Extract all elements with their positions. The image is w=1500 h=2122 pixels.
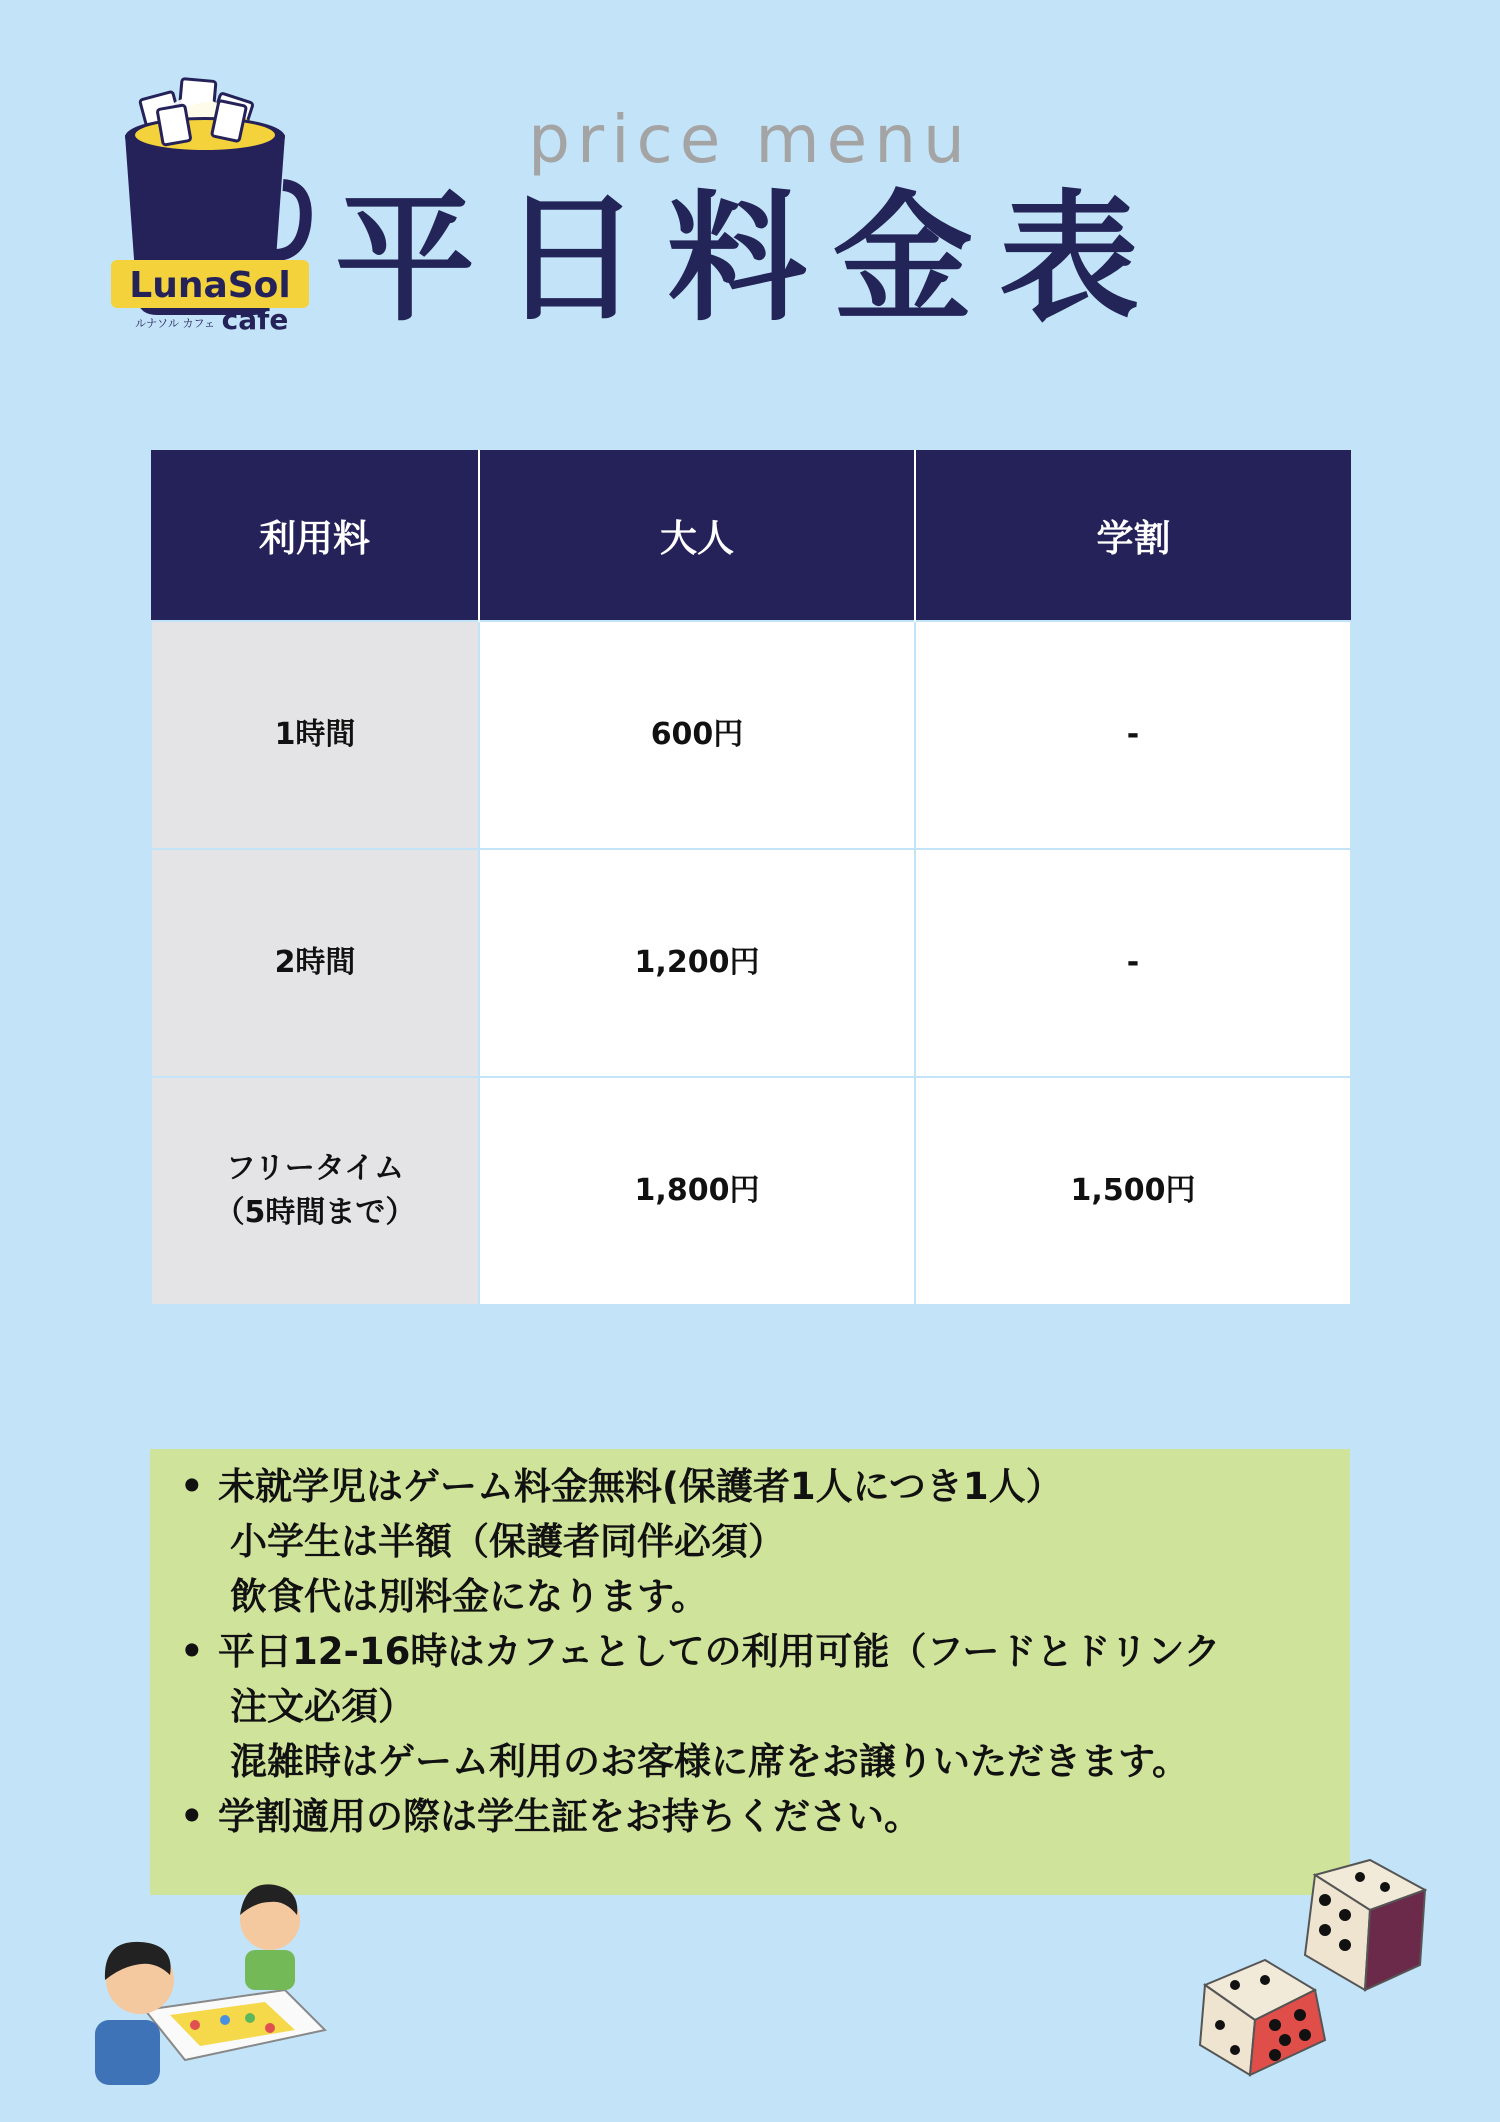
row-label-line2: （5時間まで） (214, 1195, 416, 1230)
student-price-cell: - (915, 621, 1351, 849)
note-line: 飲食代は別料金になります。 (230, 1575, 709, 1618)
price-table (150, 450, 1352, 1306)
column-header-student: 学割 (915, 450, 1351, 621)
note-item (218, 1789, 1350, 1844)
page-subtitle: price menu (528, 101, 972, 178)
note-item (218, 1624, 1350, 1789)
row-label: 1時間 (151, 621, 479, 849)
note-line: 注文必須） (230, 1685, 415, 1728)
note-line: • 学割適用の際は学生証をお持ちください。 (218, 1795, 921, 1838)
adult-price-cell: 1,800円 (479, 1077, 915, 1305)
note-line: 混雑時はゲーム利用のお客様に席をお譲りいただきます。 (230, 1740, 1190, 1783)
note-line: • 未就学児はゲーム料金無料(保護者1人につき1人） (218, 1465, 1063, 1508)
logo-subtext: ルナソル カフェ (135, 317, 215, 330)
logo-text: LunaSol (129, 265, 291, 306)
adult-price-cell: 1,200円 (479, 849, 915, 1077)
student-price-cell: - (915, 849, 1351, 1077)
table-row (151, 849, 1351, 1077)
notes-list (150, 1459, 1350, 1844)
column-header-adult: 大人 (479, 450, 915, 621)
note-line: 小学生は半額（保護者同伴必須） (230, 1520, 785, 1563)
row-label-line1: フリータイム (225, 1151, 405, 1186)
row-label: 2時間 (151, 849, 479, 1077)
page-title: 平日料金表 (334, 178, 1165, 341)
dice-icon (1195, 1855, 1435, 2080)
notes-box (150, 1449, 1350, 1895)
table-header-row (151, 450, 1351, 621)
student-price-cell: 1,500円 (915, 1077, 1351, 1305)
column-header-fee: 利用料 (151, 450, 479, 621)
children-playing-board-game-icon (85, 1860, 335, 2090)
table-row (151, 1077, 1351, 1305)
note-item (218, 1459, 1350, 1624)
note-line: • 平日12-16時はカフェとしての利用可能（フードとドリンク (218, 1630, 1221, 1673)
logo-cafe-text: cafe (221, 303, 289, 335)
adult-price-cell: 600円 (479, 621, 915, 849)
table-row (151, 621, 1351, 849)
row-label (151, 1077, 479, 1305)
